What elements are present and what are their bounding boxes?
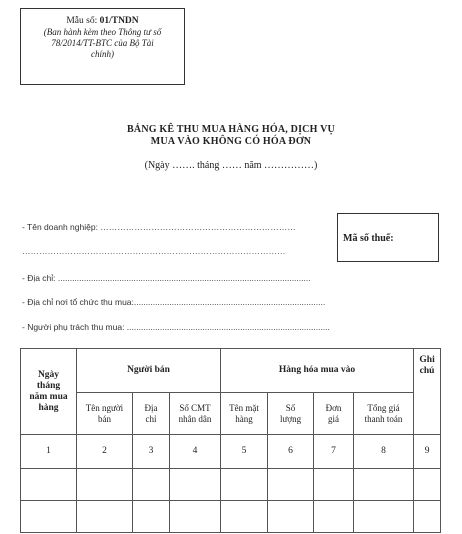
header-row-2 [21, 393, 441, 435]
purchase-person-field[interactable]: - Người phụ trách thu mua: ...................................................................................... [22, 322, 330, 332]
col-date-line: Ngày [37, 369, 60, 380]
col-number: 7 [314, 435, 354, 469]
table-cell[interactable] [170, 501, 221, 533]
table-cell[interactable] [414, 501, 441, 533]
form-code [27, 16, 178, 27]
col-number: 9 [414, 435, 441, 469]
group-header-goods: Hàng hóa mua vào [221, 349, 414, 393]
table-cell[interactable] [221, 501, 268, 533]
table-cell[interactable] [170, 469, 221, 501]
col-header-line: Số [285, 402, 296, 413]
col-header-quantity [268, 393, 314, 435]
col-date-line: tháng [36, 380, 61, 391]
col-number: 3 [133, 435, 170, 469]
company-name-field[interactable]: - Tên doanh nghiệp: …………………………………………………………… [22, 222, 296, 232]
issued-line-1: (Ban hành kèm theo Thông tư số [43, 27, 162, 37]
date-line: (Ngày ……. tháng …… năm ……………) [144, 160, 318, 171]
table-cell[interactable] [77, 501, 133, 533]
issued-line-2: 78/2014/TT-BTC của Bộ Tài [51, 38, 154, 48]
table-cell[interactable] [133, 501, 170, 533]
table-cell[interactable] [21, 501, 77, 533]
table-row [21, 501, 441, 533]
table-cell[interactable] [77, 469, 133, 501]
table-cell[interactable] [354, 469, 414, 501]
col-header-note [414, 349, 441, 435]
header-row-1 [21, 349, 441, 393]
table-cell[interactable] [221, 469, 268, 501]
purchase-table [20, 348, 441, 533]
table-cell[interactable] [354, 501, 414, 533]
tax-code-label: Mã số thuế: [343, 233, 394, 244]
col-header-seller-name [77, 393, 133, 435]
col-header-line: giá [328, 413, 340, 424]
form-code-box [20, 8, 185, 85]
col-header-line: Tên mặt [229, 402, 259, 413]
form-code-value: 01/TNDN [99, 16, 139, 26]
col-number: 2 [77, 435, 133, 469]
col-header-line: bán [98, 413, 111, 424]
table-row [21, 469, 441, 501]
col-header-line: Tên người [85, 402, 124, 413]
col-date-line: năm mua [29, 391, 68, 402]
document-title-line-1: BẢNG KÊ THU MUA HÀNG HÓA, DỊCH VỤ [127, 124, 335, 135]
col-date-line: hàng [38, 402, 59, 413]
table-cell[interactable] [133, 469, 170, 501]
purchase-place-field[interactable]: - Địa chỉ nơi tổ chức thu mua:................................................................................. [22, 297, 326, 307]
col-note-line: chú [419, 366, 435, 376]
form-code-label: Mẫu số: [66, 16, 98, 26]
col-header-seller-id [170, 393, 221, 435]
table-cell[interactable] [414, 469, 441, 501]
table-cell[interactable] [314, 469, 354, 501]
col-note-line: Ghi [419, 355, 435, 365]
col-header-line: thanh toán [364, 413, 403, 424]
column-number-row [21, 435, 441, 469]
tax-code-box[interactable] [337, 213, 439, 262]
col-header-total [354, 393, 414, 435]
address-field[interactable]: - Địa chỉ: ........................................................................................................... [22, 273, 311, 283]
col-header-line: Địa [144, 402, 158, 413]
col-header-line: hàng [235, 413, 253, 424]
col-header-line: lượng [279, 413, 302, 424]
col-header-date [21, 349, 77, 435]
col-number: 8 [354, 435, 414, 469]
col-header-unit-price [314, 393, 354, 435]
col-header-line: chỉ [145, 413, 157, 424]
col-number: 4 [170, 435, 221, 469]
table-cell[interactable] [21, 469, 77, 501]
table-cell[interactable] [268, 501, 314, 533]
issued-line-3: chính) [91, 49, 114, 59]
col-header-item-name [221, 393, 268, 435]
table-cell[interactable] [268, 469, 314, 501]
document-title-line-2: MUA VÀO KHÔNG CÓ HÓA ĐƠN [150, 136, 312, 147]
table-cell[interactable] [314, 501, 354, 533]
col-header-line: Số CMT [179, 402, 211, 413]
group-header-seller: Người bán [77, 349, 221, 393]
col-header-line: Đơn [325, 402, 342, 413]
col-header-line: Tổng giá [367, 402, 400, 413]
col-number: 1 [21, 435, 77, 469]
col-number: 5 [221, 435, 268, 469]
col-number: 6 [268, 435, 314, 469]
company-name-continuation[interactable]: ………………………………………………………………………………… [22, 246, 286, 256]
col-header-line: nhân dân [178, 413, 212, 424]
col-header-seller-address [133, 393, 170, 435]
